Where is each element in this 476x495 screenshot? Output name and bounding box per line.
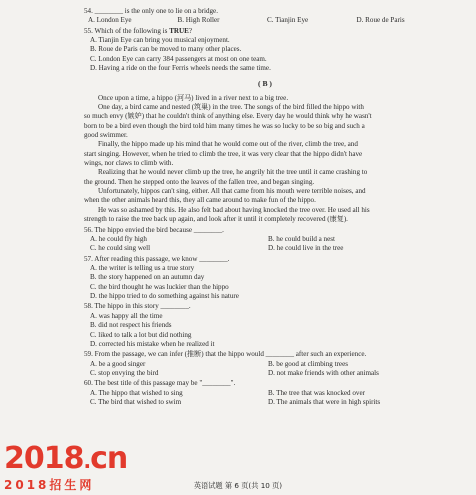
question-stem [84,27,446,36]
passage-line: Unfortunately, hippos can't sing, either. All that came from his mouth were terrible noises, and [98,187,366,196]
paragraph [84,103,446,140]
option-c: C. The bird that wished to swim [90,398,182,407]
option-b: B. the story happened on an autumn day [90,273,205,282]
question-60 [84,379,446,407]
options-row [84,369,446,378]
paragraph [84,187,446,206]
question-stem: 54. ________ is the only one to lie on a bridge. [84,7,218,15]
watermark-logo [4,441,128,476]
passage-line: the ground. Then he stepped onto the leaves of the fallen tree, and began singing. [84,177,315,186]
stem-prefix: 55. Which of the following is [84,26,170,35]
paragraph [84,140,446,168]
option-c: C. Tianjin Eye [267,16,309,25]
passage-line: strength to raise the tree back up again, and look after it until it completely recovered (康复). [84,215,348,224]
option-d: D. corrected his mistake when he realized it [90,339,215,348]
option-c: C. the bird thought he was luckier than the hippo [90,282,229,291]
site-watermark [4,441,128,493]
watermark-subtitle: 2018招生网 [4,478,95,492]
page-footer: 英语试题 第 6 页(共 10 页) [193,481,283,490]
passage-line: start singing. However, when he tried to climb the tree, it was very clear that the hippo didn't have [84,149,363,158]
paragraph [84,168,446,187]
logo-dot: . [83,449,91,473]
question-stem: 57. After reading this passage, we know ________. [84,254,230,263]
option-c: C. he could sing well [90,244,151,253]
options-row [84,244,446,253]
option-a: A. was happy all the time [90,311,163,320]
paragraph [84,206,446,225]
options-row [84,389,446,398]
passage-line: wings, nor claws to climb with. [84,159,174,168]
option-a: A. the writer is telling us a true story [90,264,195,272]
option-a: A. be a good singer [90,359,146,368]
passage-line: He was so ashamed by this. He also felt bad about having knocked the tree over. He used all his [98,205,370,214]
question-55 [84,27,446,74]
option-d: D. Having a ride on the four Ferris wheels needs the same time. [90,64,271,73]
option-b: B. Roue de Paris can be moved to many other places. [90,45,242,54]
passage-line: Once upon a time, a hippo (河马) lived in a river next to a big tree. [98,93,289,102]
option-d: D. not make friends with other animals [268,368,379,377]
passage-line: so much envy (嫉妒) that he couldn't think of anything else. Every day he would think why he wasn't [84,112,372,121]
option-c: C. stop envying the bird [90,368,159,377]
passage-line: One day, a bird came and nested (筑巢) in the tree. The songs of the bird filled the hippo with [98,102,364,111]
options-row [84,16,446,25]
option-a: A. The hippo that wished to sing [90,388,183,397]
option-c: C. London Eye can carry 384 passengers at most on one team. [90,54,267,63]
question-59 [84,350,446,378]
stem-emphasis: TRUE [169,26,189,35]
question-54 [84,7,446,26]
option-a: A. he could fly high [90,234,147,243]
question-stem: 60. The best title of this passage may be "________". [84,379,236,388]
option-a: A. Tianjin Eye can bring you musical enjoyment. [90,36,230,45]
reading-passage [84,94,446,225]
option-d: D. Roue de Paris [356,16,405,25]
question-57 [84,255,446,302]
passage-line: Realizing that he would never climb up the tree, he angrily hit the tree until it came crashing to [98,168,368,177]
question-58 [84,302,446,349]
logo-tld: cn [90,441,128,476]
option-b: B. did not respect his friends [90,321,172,330]
option-c: C. liked to talk a lot but did nothing [90,330,192,339]
section-heading: ( B ) [258,78,272,88]
options-row [84,360,446,369]
option-d: D. The animals that were in high spirits [268,398,381,407]
paragraph [84,94,446,103]
passage-line: Finally, the hippo made up his mind that he would come out of the river, climb the tree, and [98,140,358,149]
option-b: B. High Roller [177,16,220,25]
logo-number: 2018 [4,441,84,476]
passage-line: when the other animals heard this, they all came around to make fun of the hippo. [84,196,316,205]
passage-line: born to be a bird even though the bird told him many times he was so lucky to be so big and such a [84,121,365,130]
option-b: B. be good at climbing trees [268,359,348,368]
options-row [84,398,446,407]
passage-line: good swimmer. [84,130,128,139]
option-d: D. he could live in the tree [268,244,344,253]
option-b: B. he could build a nest [268,234,335,243]
question-56 [84,226,446,254]
question-stem: 56. The hippo envied the bird because ________. [84,225,224,234]
question-stem: 59. From the passage, we can infer (推断) that the hippo would ________ after such an experience. [84,350,367,359]
options-row [84,235,446,244]
option-d: D. the hippo tried to do something against his nature [90,292,239,301]
stem-suffix: ? [188,26,193,35]
question-stem: 58. The hippo in this story ________. [84,302,191,311]
option-a: A. London Eye [88,16,132,25]
option-b: B. The tree that was knocked over [268,388,365,397]
